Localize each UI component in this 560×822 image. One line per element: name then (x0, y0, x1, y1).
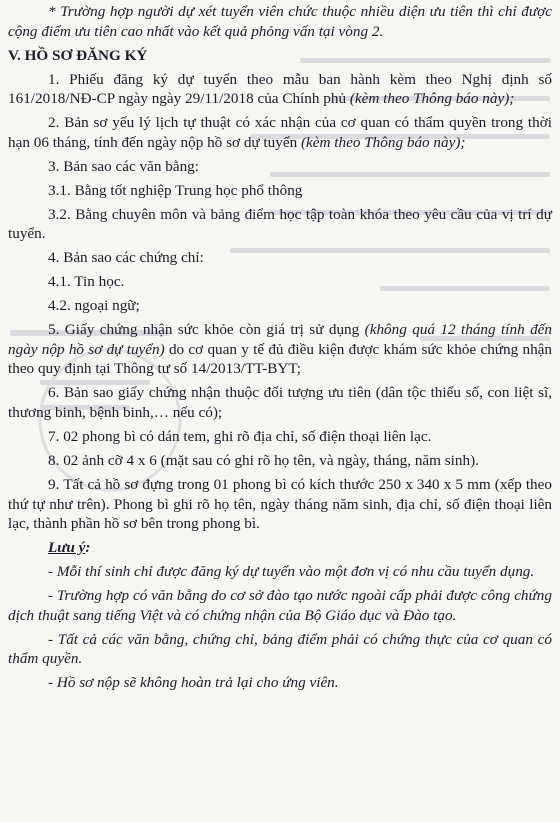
item-2-italic: (kèm theo Thông báo này); (300, 133, 466, 151)
note-colon: : (85, 539, 91, 557)
priority-note: * Trường hợp người dự xét tuyển viên chức thuộc nhiều diện ưu tiên thì chỉ được cộng điểm ưu tiên cao nhất vào kết quả phỏng vấn tại vòng 2. (8, 3, 552, 40)
item-2-text: 2. Bản sơ yếu lý lịch tự thuật có xác nhận của cơ quan có thẩm quyền trong thời hạn 06 tháng, tính đến ngày nộp hồ sơ dự tuyển (8, 114, 552, 151)
note-title: Lưu ý (48, 539, 86, 557)
note-2: - Trường hợp có văn bằng do cơ sở đào tạo nước ngoài cấp phải được công chứng dịch thuật sang tiếng Việt và có chứng nhận của Bộ Giáo dục và Đào tạo. (8, 587, 552, 624)
item-5-text: 5. Giấy chứng nhận sức khỏe còn giá trị sử dụng (48, 321, 365, 339)
section-title: V. HỒ SƠ ĐĂNG KÝ (8, 46, 148, 64)
note-heading (8, 538, 552, 558)
note-4: - Hồ sơ nộp sẽ không hoàn trả lại cho ứng viên. (48, 674, 339, 692)
item-5-text-end: do cơ quan y tế đủ điều kiện được khám sức khỏe chứng nhận theo quy định tại Thông tư số 14/2013/TT-BYT; (8, 340, 552, 378)
note-3: - Tất cả các văn bằng, chứng chỉ, bảng điểm phải có chứng thực của cơ quan có thẩm quyền. (8, 630, 552, 668)
item-7: 7. 02 phong bì có dán tem, ghi rõ địa chỉ, số điện thoại liên lạc. (48, 427, 432, 445)
item-3-2: 3.2. Bằng chuyên môn và bảng điểm học tập toàn khóa theo yêu cầu của vị trí dự tuyển. (8, 205, 552, 243)
item-8: 8. 02 ảnh cỡ 4 x 6 (mặt sau có ghi rõ họ tên, và ngày, tháng, năm sinh). (48, 451, 479, 469)
item-4: 4. Bản sao các chứng chỉ: (48, 249, 204, 267)
item-4-1: 4.1. Tin học. (48, 273, 125, 291)
item-6: 6. Bản sao giấy chứng nhận thuộc đối tượng ưu tiên (dân tộc thiểu số, con liệt sĩ, thương binh, bệnh binh,… nếu có); (8, 384, 552, 421)
item-1 (8, 70, 552, 109)
item-4-2: 4.2. ngoại ngữ; (48, 297, 140, 315)
note-1: - Mỗi thí sinh chỉ được đăng ký dự tuyển vào một đơn vị có nhu cầu tuyển dụng. (48, 563, 535, 581)
item-5-italic: (không quá 12 tháng tính đến ngày nộp hồ sơ dự tuyển) (8, 321, 552, 358)
item-2 (8, 113, 552, 152)
item-5 (8, 320, 552, 379)
item-9: 9. Tất cả hồ sơ đựng trong 01 phong bì có kích thước 250 x 340 x 5 mm (xếp theo thứ tự như trên). Phong bì ghi rõ họ tên, ngày tháng năm sinh, địa chỉ, số điện thoại liên lạc, thành phần hồ sơ bên trong phong bì. (8, 475, 552, 533)
item-1-text: 1. Phiếu đăng ký dự tuyển theo mẫu ban hành kèm theo Nghị định số 161/2018/NĐ-CP ngày ngày 29/11/2018 của Chính phủ (8, 70, 552, 108)
item-1-italic: (kèm theo Thông báo này); (349, 90, 515, 108)
item-3-1: 3.1. Bằng tốt nghiệp Trung học phổ thông (48, 181, 303, 199)
item-3: 3. Bản sao các văn bằng: (48, 157, 199, 175)
